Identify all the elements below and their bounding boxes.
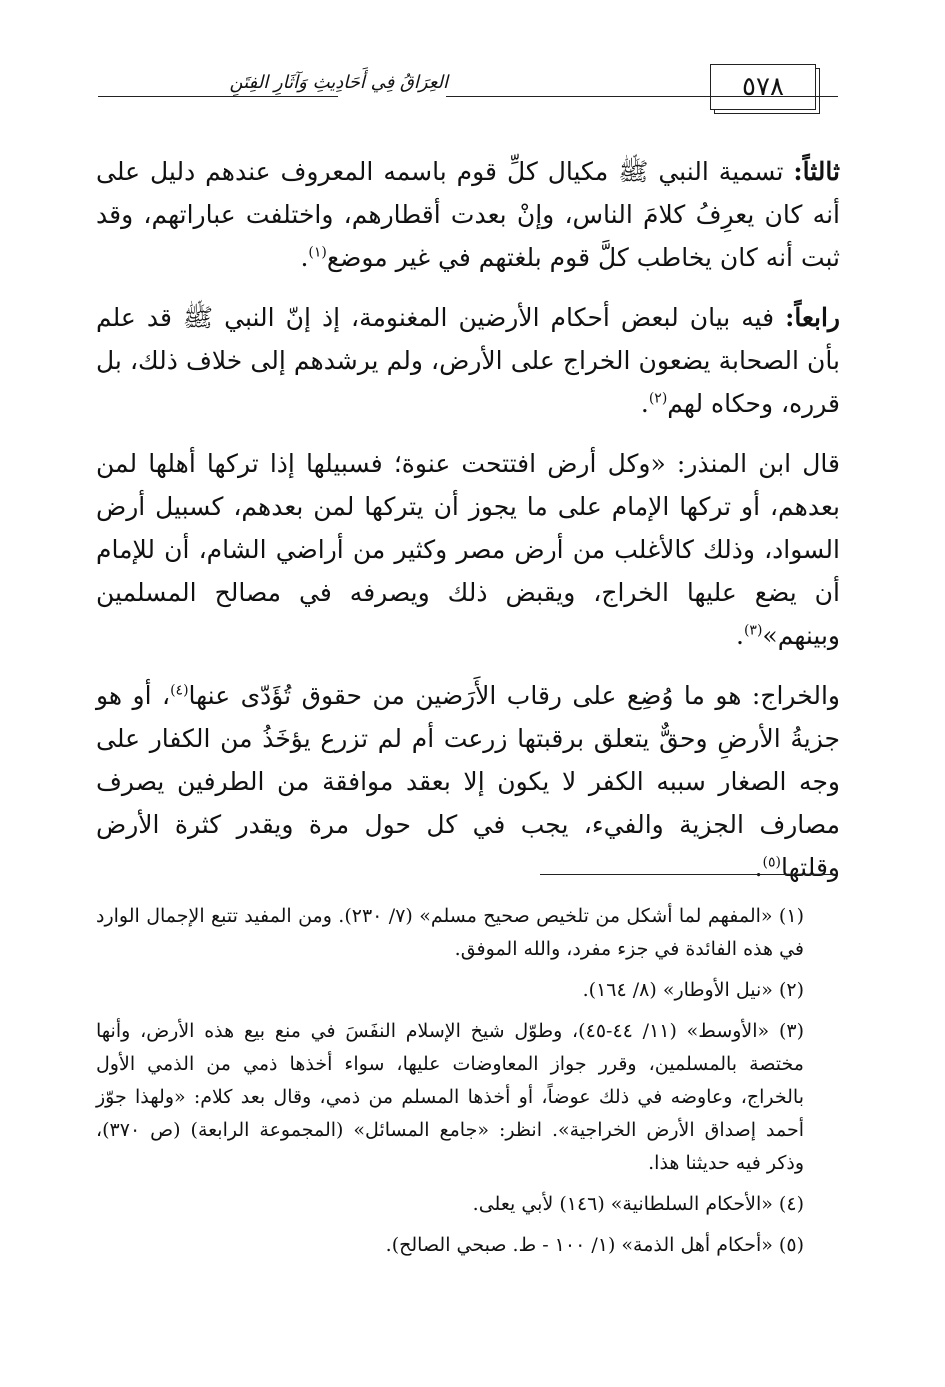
paragraph-lead: رابعاً:	[785, 303, 840, 332]
footnote-ref: (٤)	[170, 682, 189, 699]
footnote-ref: (٣)	[743, 622, 763, 639]
paragraph-thalithan	[96, 150, 840, 279]
paragraph-text: ، أو هو جزيةُ الأرضِ وحقٌّ يتعلق برقبتها زرعت أم لم تزرع يؤخَذُ من الكفار على وجه الصغار سببه الكفر لا يكون إلا بعقد موافقة من الطرفين يصرف مصارف الجزية والفيء، يجب في كل حول مرة ويقدر كثرة الأرض وقلتها	[96, 681, 840, 882]
paragraph-text: فيه بيان لبعض أحكام الأرضين المغنومة، إذ إنّ النبي ﷺ قد علم بأن الصحابة يضعون الخراج على الأرض، ولم يرشدهم إلى خلاف ذلك، بل قرره، وحكاه لهم	[96, 303, 840, 418]
footnotes	[96, 900, 840, 1270]
paragraph-end: .	[754, 853, 763, 882]
paragraph-kharaj	[96, 674, 840, 889]
page-number: ٥٧٨	[710, 64, 816, 110]
paragraph-lead: ثالثاً:	[793, 157, 840, 186]
footnote-separator	[540, 874, 838, 875]
footnote-ref: (٥)	[762, 854, 782, 871]
footnote-2: (٢) «نيل الأوطار» (٨/ ١٦٤).	[582, 979, 804, 1001]
footnote-3: (٣) «الأوسط» (١١/ ٤٤-٤٥)، وطوّل شيخ الإسلام النفَسَ في منع بيع هذه الأرض، وأنها مختصة بالمسلمين، وقرر جواز المعاوضات عليها، سواء أخذها ذمي من الذمي الأول بالخراج، وعاوضه في ذلك عوضاً، أو أخذها المسلم من ذمي، وقال بعد كلام: «ولهذا جوّز أحمد إصداق الأرض الخراجية». انظر: «جامع المسائل» (المجموعة الرابعة) (ص ٣٧٠)، وذكر فيه حديثنا هذا.	[96, 1020, 804, 1174]
footnote-1: (١) «المفهم لما أشكل من تلخيص صحيح مسلم» (٧/ ٢٣٠). ومن المفيد تتبع الإجمال الوارد في هذه الفائدة في جزء مفرد، والله الموفق.	[96, 905, 804, 960]
page-header	[98, 60, 838, 122]
main-text	[96, 150, 840, 906]
paragraph-end: .	[640, 389, 649, 418]
footnote-5: (٥) «أحكام أهل الذمة» (١/ ١٠٠ - ط. صبحي الصالح).	[385, 1234, 804, 1256]
footnote-ref: (٢)	[648, 390, 668, 407]
paragraph-text: قال ابن المنذر: «وكل أرض افتتحت عنوة؛ فسبيلها إذا تركها أهلها لمن بعدهم، أو تركها الإمام على ما يجوز أن يتركها لمن بعدهم، كسبيل أرض السواد، وذلك كالأغلب من أرض مصر وكثير من أراضي الشام، أن للإمام أن يضع عليها الخراج، ويقبض ذلك ويصرفه في مصالح المسلمين وبينهم»	[96, 449, 840, 650]
footnote-4: (٤) «الأحكام السلطانية» (١٤٦) لأبي يعلى.	[472, 1193, 804, 1215]
paragraph-rabian	[96, 296, 840, 425]
running-title: العِرَاقُ فِي أَحَادِيثِ وَآثَارِ الفِتَنِ	[229, 72, 448, 93]
paragraph-text: تسمية النبي ﷺ مكيال كلِّ قوم باسمه المعروف عندهم دليل على أنه كان يعرِفُ كلامَ الناس، وإنْ بعدت أقطارهم، واختلفت عباراتهم، وقد ثبت أنه كان يخاطب كلَّ قوم بلغتهم في غير موضع	[96, 157, 840, 272]
paragraph-end: .	[736, 621, 744, 650]
paragraph-end: .	[300, 243, 309, 272]
header-rule-left	[98, 96, 338, 97]
footnote-ref: (١)	[308, 244, 327, 261]
paragraph-text: والخراج: هو ما وُضِع على رقاب الأَرَضين من حقوق تُؤَدّى عنها	[188, 681, 840, 710]
header-rule-right	[814, 96, 838, 97]
paragraph-ibn-almundhir	[96, 442, 840, 657]
